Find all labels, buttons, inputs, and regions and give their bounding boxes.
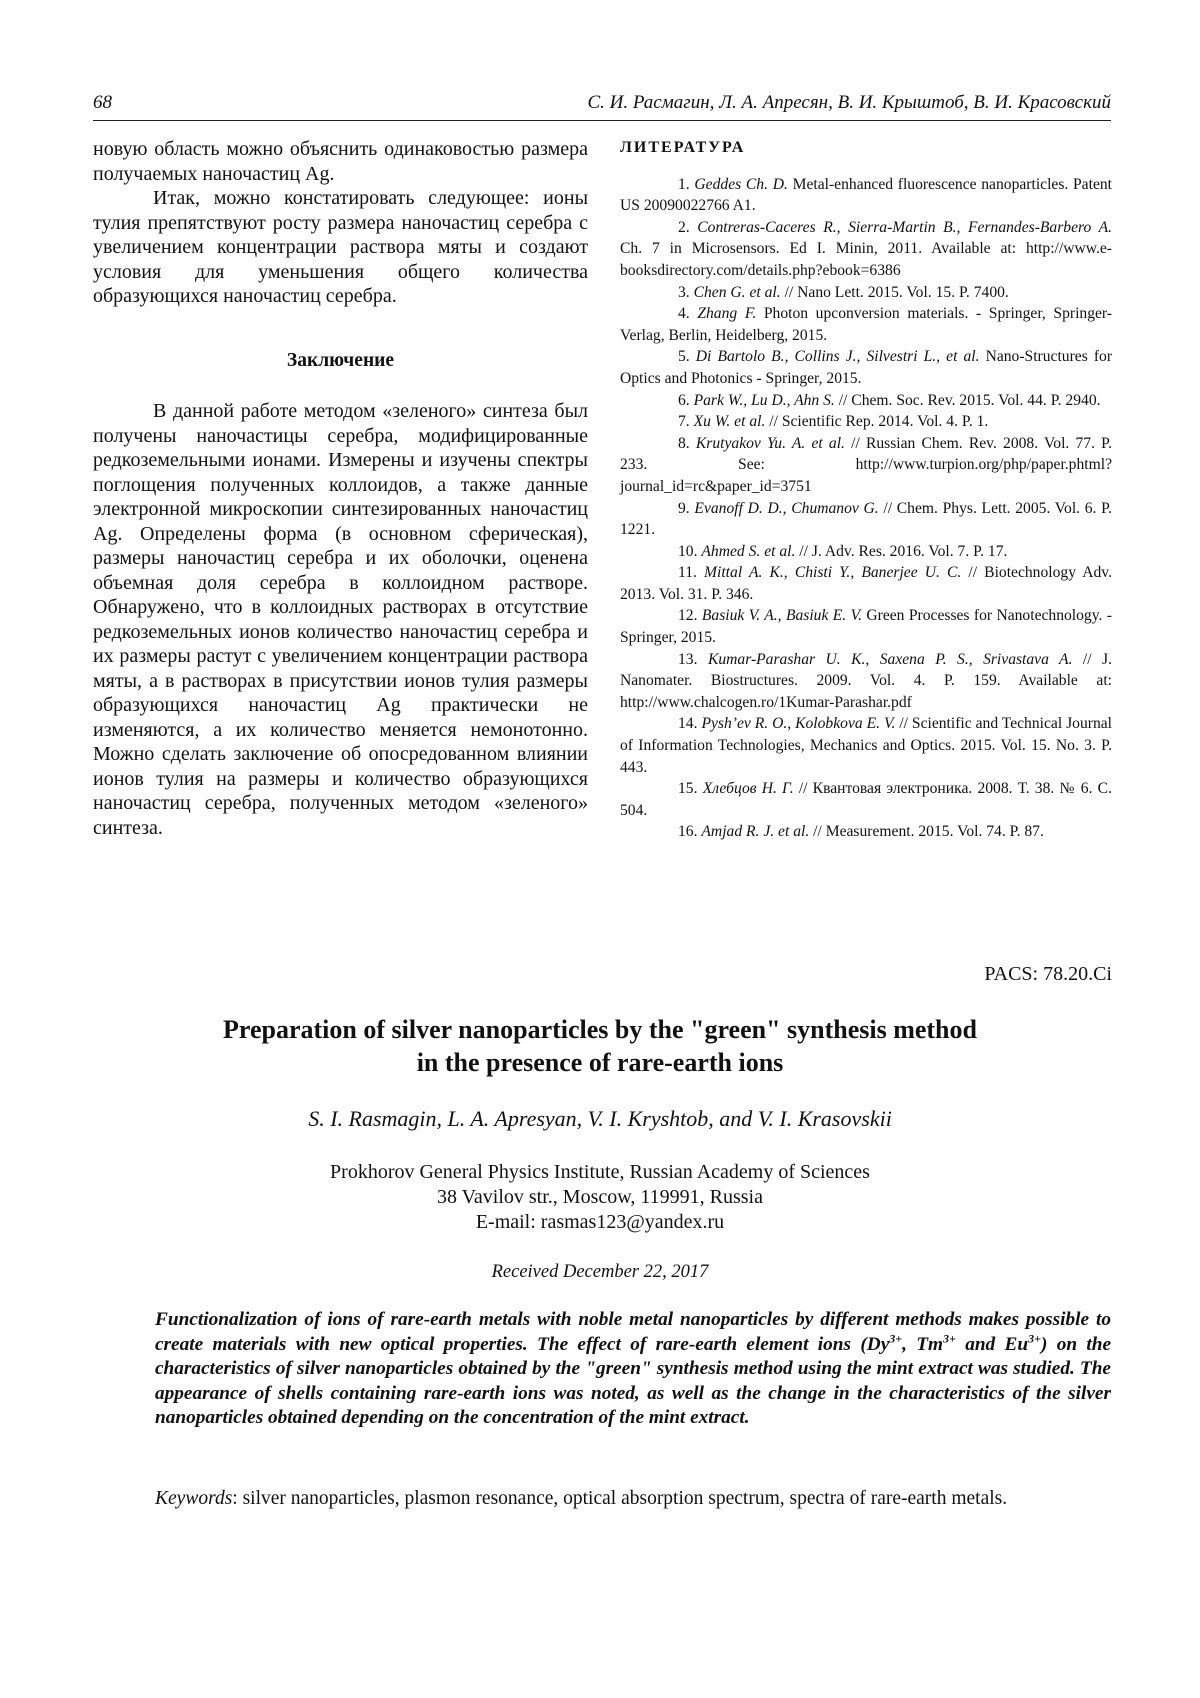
reference-number: 4. bbox=[678, 305, 690, 323]
reference-number: 11. bbox=[678, 564, 697, 582]
reference-number: 13. bbox=[678, 650, 698, 668]
reference-number: 12. bbox=[678, 607, 698, 625]
abstract-text: , Tm bbox=[902, 1333, 944, 1355]
reference-item bbox=[620, 433, 1112, 498]
reference-item bbox=[620, 411, 1112, 433]
reference-number: 9. bbox=[678, 499, 690, 517]
running-header bbox=[93, 92, 1111, 121]
affiliation-line: 38 Vavilov str., Moscow, 119991, Russia bbox=[437, 1186, 763, 1208]
reference-authors: Mittal A. K., Chisti Y., Banerjee U. C. bbox=[704, 564, 962, 582]
pacs-code: PACS: 78.20.Ci bbox=[984, 963, 1112, 985]
reference-authors: Хлебцов Н. Г. bbox=[702, 780, 794, 798]
reference-text: // Russian Chem. Rev. 2008. Vol. 77. P. 233. See: http://www.turpion.org/php/paper.phtml?journal_id=rc&paper_id=3751 bbox=[620, 434, 1112, 495]
reference-text: // J. Adv. Res. 2016. Vol. 7. P. 17. bbox=[795, 542, 1008, 560]
keywords bbox=[155, 1487, 1111, 1512]
abstract-text: and Eu bbox=[955, 1333, 1029, 1355]
reference-item bbox=[620, 713, 1112, 778]
superscript: 3+ bbox=[1028, 1331, 1041, 1346]
reference-item bbox=[620, 390, 1112, 412]
left-column bbox=[93, 137, 588, 840]
reference-number: 6. bbox=[678, 391, 690, 409]
reference-number: 14. bbox=[678, 715, 698, 733]
reference-text: Metal-enhanced fluorescence nanoparticles. Patent US 20090022766 A1. bbox=[620, 175, 1112, 215]
header-authors: С. И. Расмагин, Л. А. Апресян, В. И. Крыштоб, В. И. Красовский bbox=[587, 92, 1111, 113]
reference-item bbox=[620, 649, 1112, 714]
reference-text: Photon upconversion materials. - Springer, Springer-Verlag, Berlin, Heidelberg, 2015. bbox=[620, 305, 1112, 344]
abstract-text: Functionalization of ions of rare-earth metals with noble metal nanoparticles by different methods makes possible to create materials with new optical properties. The effect of rare-earth element ions (Dy bbox=[155, 1309, 1111, 1355]
reference-authors: Di Bartolo B., Collins J., Silvestri L., et al. bbox=[695, 348, 980, 366]
reference-authors: Geddes Ch. D. bbox=[694, 175, 788, 193]
section-heading-conclusion: Заключение bbox=[286, 349, 395, 371]
superscript: 3+ bbox=[943, 1331, 956, 1346]
reference-text: // J. Nanomater. Biostructures. 2009. Vol. 4. P. 159. Available at: http://www.chalcogen.ro/1Kumar-Parashar.pdf bbox=[620, 650, 1112, 711]
keywords-text: : silver nanoparticles, plasmon resonance, optical absorption spectrum, spectra of rare-earth metals. bbox=[232, 1488, 1008, 1509]
reference-text: // Квантовая электроника. 2008. Т. 38. № 6. С. 504. bbox=[620, 780, 1112, 819]
reference-text: Green Processes for Nanotechnology. - Springer, 2015. bbox=[620, 607, 1112, 647]
reference-item bbox=[620, 541, 1112, 563]
reference-item bbox=[620, 605, 1112, 648]
received-date: Received December 22, 2017 bbox=[491, 1262, 709, 1282]
reference-authors: Evanoff D. D., Chumanov G. bbox=[694, 499, 879, 517]
reference-item bbox=[620, 217, 1112, 282]
page-number: 68 bbox=[93, 92, 112, 113]
reference-number: 3. bbox=[678, 283, 690, 301]
reference-text: // Chem. Phys. Lett. 2005. Vol. 6. P. 1221. bbox=[620, 499, 1112, 539]
email-line: E-mail: rasmas123@yandex.ru bbox=[475, 1211, 725, 1233]
reference-item bbox=[620, 821, 1112, 843]
english-authors: S. I. Rasmagin, L. A. Apresyan, V. I. Kryshtob, and V. I. Krasovskii bbox=[308, 1106, 892, 1131]
reference-authors: Ahmed S. et al. bbox=[701, 542, 796, 560]
reference-text: Nano-Structures for Optics and Photonics - Springer, 2015. bbox=[620, 348, 1113, 387]
reference-number: 8. bbox=[678, 434, 690, 452]
reference-authors: Pysh’ev R. O., Kolobkova E. V. bbox=[701, 715, 896, 733]
reference-text: // Biotechnology Adv. 2013. Vol. 31. P. 346. bbox=[620, 564, 1112, 603]
title-line: in the presence of rare-earth ions bbox=[416, 1048, 784, 1077]
paragraph: новую область можно объяснить одинаковостью размера получаемых наночастиц Ag. bbox=[93, 138, 588, 185]
reference-number: 1. bbox=[678, 175, 690, 193]
affiliation-line: Prokhorov General Physics Institute, Russian Academy of Sciences bbox=[330, 1161, 870, 1183]
reference-number: 5. bbox=[678, 348, 690, 366]
reference-number: 15. bbox=[678, 780, 698, 798]
reference-item bbox=[620, 778, 1112, 821]
reference-item bbox=[620, 303, 1112, 346]
reference-number: 7. bbox=[678, 413, 690, 431]
reference-item bbox=[620, 562, 1112, 605]
reference-text: // Scientific Rep. 2014. Vol. 4. P. 1. bbox=[765, 413, 989, 431]
reference-authors: Krutyakov Yu. A. et al. bbox=[695, 434, 845, 452]
reference-authors: Kumar-Parashar U. K., Saxena P. S., Srivastava A. bbox=[707, 650, 1073, 668]
reference-item bbox=[620, 174, 1112, 217]
reference-number: 16. bbox=[678, 823, 698, 841]
reference-authors: Park W., Lu D., Ahn S. bbox=[693, 391, 835, 409]
english-abstract bbox=[155, 1308, 1111, 1431]
paragraph: Итак, можно констатировать следующее: ионы тулия препятствуют росту размера наночастиц серебра с увеличением концентрации раствора мяты и создают условия для уменьшения общего количества образующихся наночастиц серебра. bbox=[93, 187, 588, 307]
reference-number: 2. bbox=[678, 218, 690, 236]
reference-authors: Amjad R. J. et al. bbox=[701, 823, 810, 841]
keywords-label: Keywords bbox=[155, 1488, 233, 1509]
reference-item bbox=[620, 282, 1112, 304]
reference-item bbox=[620, 498, 1112, 541]
reference-text: // Chem. Soc. Rev. 2015. Vol. 44. P. 2940. bbox=[834, 391, 1101, 409]
reference-text: // Scientific and Technical Journal of Information Technologies, Mechanics and Optics. 2015. Vol. 15. No. 3. P. 443. bbox=[620, 715, 1113, 776]
reference-text: // Nano Lett. 2015. Vol. 15. P. 7400. bbox=[780, 283, 1009, 301]
references-heading: ЛИТЕРАТУРА bbox=[620, 139, 746, 156]
reference-authors: Contreras-Caceres R., Sierra-Martin B., Fernandes-Barbero A. bbox=[697, 218, 1112, 236]
reference-authors: Zhang F. bbox=[697, 305, 757, 323]
abstract-text: ) on the characteristics of silver nanoparticles obtained by the "green" synthesis method using the mint extract was studied. The appearance of shells containing rare-earth ions was noted, as well as the change in the characteristics of the silver nanoparticles obtained depending on the concentration of the mint extract. bbox=[155, 1333, 1112, 1429]
reference-number: 10. bbox=[678, 542, 698, 560]
reference-item bbox=[620, 346, 1112, 389]
affiliation bbox=[100, 1160, 1100, 1235]
superscript: 3+ bbox=[889, 1331, 903, 1346]
reference-text: // Measurement. 2015. Vol. 74. P. 87. bbox=[809, 823, 1044, 841]
reference-text: Ch. 7 in Microsensors. Ed I. Minin, 2011. Available at: http://www.e-booksdirectory.com/details.php?ebook=6386 bbox=[620, 240, 1112, 279]
reference-authors: Basiuk V. A., Basiuk E. V. bbox=[701, 607, 862, 625]
reference-authors: Xu W. et al. bbox=[693, 413, 766, 431]
english-title bbox=[100, 1013, 1100, 1079]
reference-authors: Chen G. et al. bbox=[693, 283, 781, 301]
paragraph: В данной работе методом «зеленого» синтеза был получены наночастицы серебра, модифицированные редкоземельными ионами. Измерены и изучены спектры поглощения полученных коллоидов, а также данные электронной микроскопии синтезированных наночастиц Ag. Определены форма (в основном сферическая), размеры наночастиц серебра и их оболочки, оценена объемная доля серебра в коллоидном растворе. Обнаружено, что в коллоидных растворах в отсутствие редкоземельных ионов количество наночастиц серебра и их размеры растут с увеличением концентрации раствора мяты, а в растворах в присутствии ионов тулия размеры образующихся наночастиц Ag практически не изменяются, а их количество меняется немонотонно. Можно сделать заключение об опосредованном влиянии ионов тулия на размеры и количество образующихся наночастиц серебра, полученных методом «зеленого» синтеза. bbox=[93, 400, 588, 839]
reference-list bbox=[620, 174, 1112, 843]
title-line: Preparation of silver nanoparticles by the "green" synthesis method bbox=[223, 1015, 977, 1044]
references-column bbox=[620, 137, 1112, 843]
